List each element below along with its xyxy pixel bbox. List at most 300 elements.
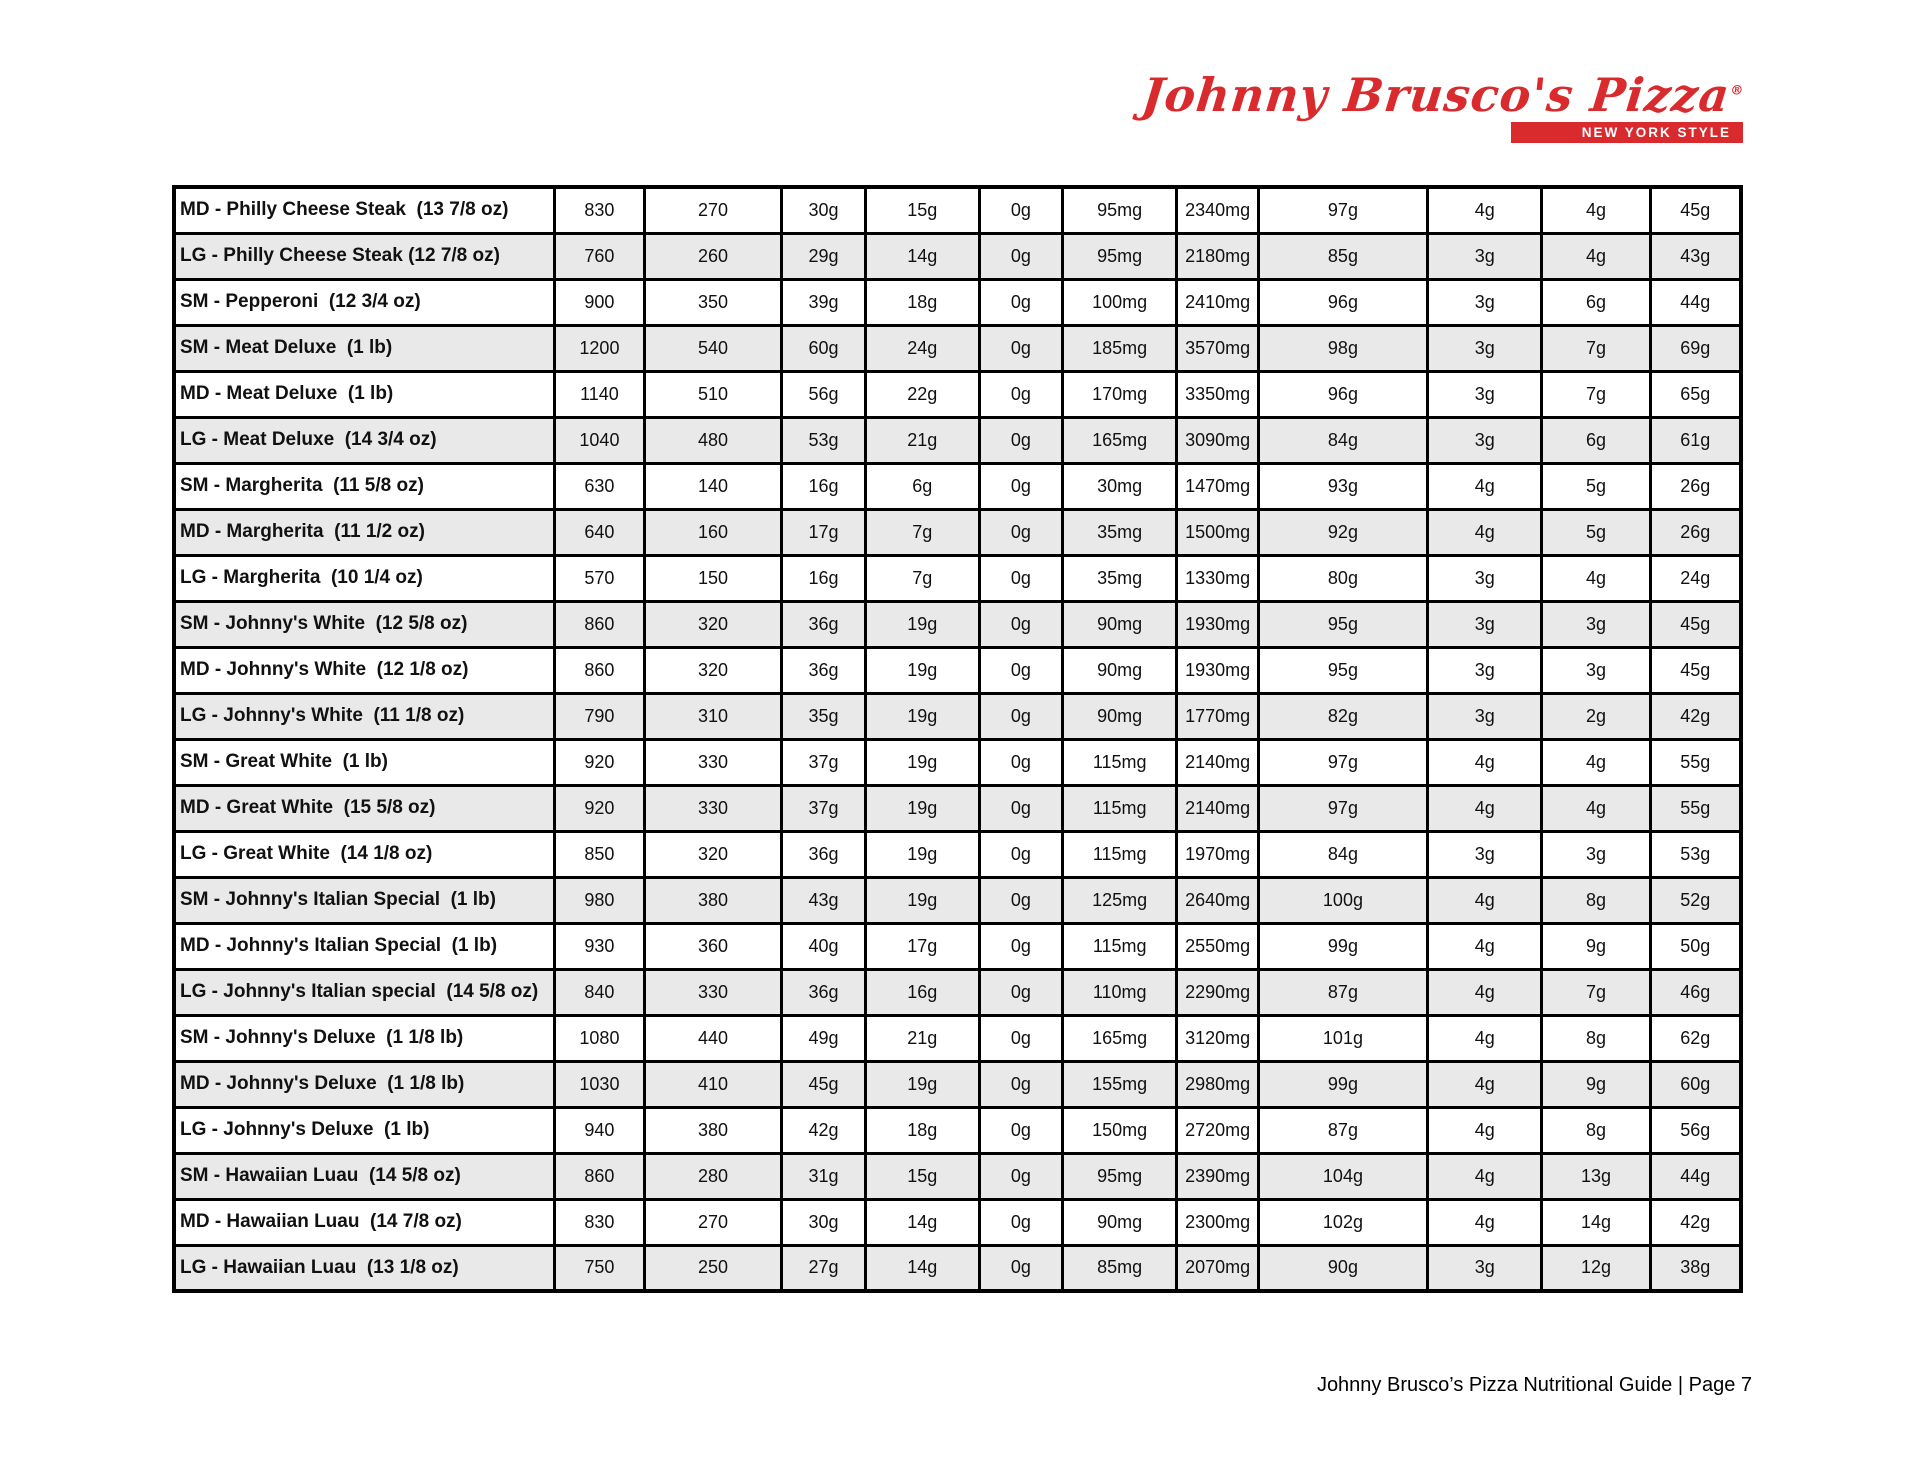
value-cell: 38g bbox=[1650, 1245, 1741, 1291]
table-row bbox=[174, 509, 1741, 555]
value-cell: 2180mg bbox=[1177, 233, 1258, 279]
value-cell: 0g bbox=[979, 923, 1062, 969]
value-cell: 5g bbox=[1542, 463, 1650, 509]
value-cell: 510 bbox=[644, 371, 782, 417]
value-cell: 840 bbox=[555, 969, 644, 1015]
value-cell: 12g bbox=[1542, 1245, 1650, 1291]
value-cell: 540 bbox=[644, 325, 782, 371]
value-cell: 4g bbox=[1428, 877, 1542, 923]
value-cell: 30mg bbox=[1062, 463, 1176, 509]
value-cell: 280 bbox=[644, 1153, 782, 1199]
value-cell: 15g bbox=[865, 187, 979, 233]
brand-name-text: Johnny Brusco's Pizza bbox=[1139, 68, 1733, 122]
value-cell: 2g bbox=[1542, 693, 1650, 739]
value-cell: 1770mg bbox=[1177, 693, 1258, 739]
table-row bbox=[174, 417, 1741, 463]
value-cell: 860 bbox=[555, 601, 644, 647]
value-cell: 55g bbox=[1650, 739, 1741, 785]
value-cell: 8g bbox=[1542, 1015, 1650, 1061]
brand-logo bbox=[1139, 68, 1745, 143]
value-cell: 3350mg bbox=[1177, 371, 1258, 417]
item-name-cell: LG - Johnny's Italian special (14 5/8 oz) bbox=[174, 969, 555, 1015]
table-row bbox=[174, 739, 1741, 785]
value-cell: 0g bbox=[979, 279, 1062, 325]
value-cell: 84g bbox=[1258, 417, 1427, 463]
value-cell: 85mg bbox=[1062, 1245, 1176, 1291]
value-cell: 3g bbox=[1428, 279, 1542, 325]
value-cell: 87g bbox=[1258, 969, 1427, 1015]
value-cell: 360 bbox=[644, 923, 782, 969]
value-cell: 27g bbox=[782, 1245, 865, 1291]
value-cell: 5g bbox=[1542, 509, 1650, 555]
value-cell: 0g bbox=[979, 233, 1062, 279]
value-cell: 36g bbox=[782, 969, 865, 1015]
value-cell: 80g bbox=[1258, 555, 1427, 601]
value-cell: 410 bbox=[644, 1061, 782, 1107]
value-cell: 790 bbox=[555, 693, 644, 739]
value-cell: 3g bbox=[1428, 601, 1542, 647]
value-cell: 4g bbox=[1542, 233, 1650, 279]
value-cell: 155mg bbox=[1062, 1061, 1176, 1107]
value-cell: 19g bbox=[865, 785, 979, 831]
value-cell: 18g bbox=[865, 279, 979, 325]
value-cell: 2290mg bbox=[1177, 969, 1258, 1015]
table-row bbox=[174, 693, 1741, 739]
value-cell: 18g bbox=[865, 1107, 979, 1153]
item-name-cell: MD - Hawaiian Luau (14 7/8 oz) bbox=[174, 1199, 555, 1245]
value-cell: 4g bbox=[1428, 785, 1542, 831]
value-cell: 7g bbox=[1542, 371, 1650, 417]
value-cell: 102g bbox=[1258, 1199, 1427, 1245]
value-cell: 30g bbox=[782, 187, 865, 233]
value-cell: 24g bbox=[1650, 555, 1741, 601]
value-cell: 31g bbox=[782, 1153, 865, 1199]
item-name-cell: LG - Johnny's White (11 1/8 oz) bbox=[174, 693, 555, 739]
value-cell: 940 bbox=[555, 1107, 644, 1153]
value-cell: 170mg bbox=[1062, 371, 1176, 417]
value-cell: 17g bbox=[865, 923, 979, 969]
value-cell: 630 bbox=[555, 463, 644, 509]
value-cell: 3090mg bbox=[1177, 417, 1258, 463]
value-cell: 2340mg bbox=[1177, 187, 1258, 233]
value-cell: 42g bbox=[1650, 1199, 1741, 1245]
value-cell: 0g bbox=[979, 555, 1062, 601]
value-cell: 0g bbox=[979, 1245, 1062, 1291]
item-name-cell: SM - Hawaiian Luau (14 5/8 oz) bbox=[174, 1153, 555, 1199]
value-cell: 830 bbox=[555, 187, 644, 233]
table-row bbox=[174, 1061, 1741, 1107]
value-cell: 84g bbox=[1258, 831, 1427, 877]
value-cell: 2410mg bbox=[1177, 279, 1258, 325]
value-cell: 2550mg bbox=[1177, 923, 1258, 969]
item-name-cell: SM - Johnny's Deluxe (1 1/8 lb) bbox=[174, 1015, 555, 1061]
value-cell: 60g bbox=[1650, 1061, 1741, 1107]
value-cell: 140 bbox=[644, 463, 782, 509]
table-row bbox=[174, 601, 1741, 647]
value-cell: 0g bbox=[979, 187, 1062, 233]
value-cell: 930 bbox=[555, 923, 644, 969]
value-cell: 125mg bbox=[1062, 877, 1176, 923]
value-cell: 1470mg bbox=[1177, 463, 1258, 509]
value-cell: 760 bbox=[555, 233, 644, 279]
value-cell: 920 bbox=[555, 739, 644, 785]
value-cell: 4g bbox=[1542, 187, 1650, 233]
value-cell: 24g bbox=[865, 325, 979, 371]
value-cell: 1080 bbox=[555, 1015, 644, 1061]
item-name-cell: LG - Hawaiian Luau (13 1/8 oz) bbox=[174, 1245, 555, 1291]
table-row bbox=[174, 877, 1741, 923]
table-row bbox=[174, 463, 1741, 509]
registered-trademark: ® bbox=[1729, 83, 1745, 99]
value-cell: 53g bbox=[782, 417, 865, 463]
value-cell: 0g bbox=[979, 463, 1062, 509]
value-cell: 4g bbox=[1428, 463, 1542, 509]
value-cell: 95mg bbox=[1062, 187, 1176, 233]
value-cell: 100mg bbox=[1062, 279, 1176, 325]
value-cell: 19g bbox=[865, 739, 979, 785]
value-cell: 0g bbox=[979, 831, 1062, 877]
value-cell: 4g bbox=[1428, 739, 1542, 785]
value-cell: 22g bbox=[865, 371, 979, 417]
value-cell: 82g bbox=[1258, 693, 1427, 739]
nutrition-table-body bbox=[174, 187, 1741, 1291]
value-cell: 7g bbox=[865, 555, 979, 601]
value-cell: 97g bbox=[1258, 785, 1427, 831]
value-cell: 1970mg bbox=[1177, 831, 1258, 877]
table-row bbox=[174, 785, 1741, 831]
value-cell: 95g bbox=[1258, 601, 1427, 647]
item-name-cell: SM - Johnny's White (12 5/8 oz) bbox=[174, 601, 555, 647]
value-cell: 99g bbox=[1258, 1061, 1427, 1107]
table-row bbox=[174, 923, 1741, 969]
value-cell: 250 bbox=[644, 1245, 782, 1291]
value-cell: 4g bbox=[1428, 509, 1542, 555]
value-cell: 49g bbox=[782, 1015, 865, 1061]
value-cell: 45g bbox=[1650, 647, 1741, 693]
value-cell: 185mg bbox=[1062, 325, 1176, 371]
value-cell: 19g bbox=[865, 601, 979, 647]
value-cell: 40g bbox=[782, 923, 865, 969]
value-cell: 115mg bbox=[1062, 739, 1176, 785]
value-cell: 150 bbox=[644, 555, 782, 601]
value-cell: 14g bbox=[1542, 1199, 1650, 1245]
value-cell: 330 bbox=[644, 785, 782, 831]
value-cell: 0g bbox=[979, 325, 1062, 371]
value-cell: 36g bbox=[782, 831, 865, 877]
value-cell: 26g bbox=[1650, 509, 1741, 555]
brand-tagline: NEW YORK STYLE bbox=[1511, 122, 1743, 143]
value-cell: 9g bbox=[1542, 923, 1650, 969]
item-name-cell: MD - Great White (15 5/8 oz) bbox=[174, 785, 555, 831]
nutrition-table bbox=[172, 185, 1743, 1293]
value-cell: 44g bbox=[1650, 279, 1741, 325]
value-cell: 1330mg bbox=[1177, 555, 1258, 601]
value-cell: 6g bbox=[1542, 279, 1650, 325]
value-cell: 19g bbox=[865, 1061, 979, 1107]
table-row bbox=[174, 1245, 1741, 1291]
value-cell: 320 bbox=[644, 831, 782, 877]
value-cell: 270 bbox=[644, 187, 782, 233]
table-row bbox=[174, 647, 1741, 693]
value-cell: 830 bbox=[555, 1199, 644, 1245]
value-cell: 16g bbox=[782, 463, 865, 509]
value-cell: 43g bbox=[1650, 233, 1741, 279]
value-cell: 45g bbox=[1650, 187, 1741, 233]
value-cell: 14g bbox=[865, 1245, 979, 1291]
value-cell: 21g bbox=[865, 1015, 979, 1061]
page-footer: Johnny Brusco’s Pizza Nutritional Guide | Page 7 bbox=[1316, 1374, 1752, 1396]
value-cell: 85g bbox=[1258, 233, 1427, 279]
value-cell: 92g bbox=[1258, 509, 1427, 555]
item-name-cell: MD - Johnny's White (12 1/8 oz) bbox=[174, 647, 555, 693]
value-cell: 69g bbox=[1650, 325, 1741, 371]
value-cell: 93g bbox=[1258, 463, 1427, 509]
value-cell: 2300mg bbox=[1177, 1199, 1258, 1245]
item-name-cell: LG - Johnny's Deluxe (1 lb) bbox=[174, 1107, 555, 1153]
value-cell: 750 bbox=[555, 1245, 644, 1291]
value-cell: 45g bbox=[782, 1061, 865, 1107]
value-cell: 7g bbox=[865, 509, 979, 555]
value-cell: 95mg bbox=[1062, 1153, 1176, 1199]
value-cell: 440 bbox=[644, 1015, 782, 1061]
value-cell: 1500mg bbox=[1177, 509, 1258, 555]
item-name-cell: SM - Johnny's Italian Special (1 lb) bbox=[174, 877, 555, 923]
value-cell: 3g bbox=[1428, 233, 1542, 279]
item-name-cell: MD - Philly Cheese Steak (13 7/8 oz) bbox=[174, 187, 555, 233]
value-cell: 3g bbox=[1428, 417, 1542, 463]
value-cell: 45g bbox=[1650, 601, 1741, 647]
value-cell: 90mg bbox=[1062, 693, 1176, 739]
value-cell: 43g bbox=[782, 877, 865, 923]
value-cell: 29g bbox=[782, 233, 865, 279]
value-cell: 46g bbox=[1650, 969, 1741, 1015]
value-cell: 13g bbox=[1542, 1153, 1650, 1199]
value-cell: 310 bbox=[644, 693, 782, 739]
table-row bbox=[174, 325, 1741, 371]
item-name-cell: SM - Meat Deluxe (1 lb) bbox=[174, 325, 555, 371]
table-row bbox=[174, 969, 1741, 1015]
value-cell: 15g bbox=[865, 1153, 979, 1199]
value-cell: 2140mg bbox=[1177, 785, 1258, 831]
value-cell: 4g bbox=[1428, 1061, 1542, 1107]
value-cell: 90mg bbox=[1062, 1199, 1176, 1245]
value-cell: 90mg bbox=[1062, 647, 1176, 693]
item-name-cell: LG - Margherita (10 1/4 oz) bbox=[174, 555, 555, 601]
value-cell: 101g bbox=[1258, 1015, 1427, 1061]
value-cell: 320 bbox=[644, 647, 782, 693]
value-cell: 920 bbox=[555, 785, 644, 831]
value-cell: 860 bbox=[555, 1153, 644, 1199]
value-cell: 860 bbox=[555, 647, 644, 693]
item-name-cell: LG - Great White (14 1/8 oz) bbox=[174, 831, 555, 877]
value-cell: 0g bbox=[979, 785, 1062, 831]
value-cell: 37g bbox=[782, 739, 865, 785]
value-cell: 95mg bbox=[1062, 233, 1176, 279]
value-cell: 3g bbox=[1428, 693, 1542, 739]
value-cell: 44g bbox=[1650, 1153, 1741, 1199]
value-cell: 1930mg bbox=[1177, 647, 1258, 693]
value-cell: 8g bbox=[1542, 877, 1650, 923]
value-cell: 6g bbox=[1542, 417, 1650, 463]
value-cell: 3g bbox=[1428, 555, 1542, 601]
value-cell: 3g bbox=[1428, 1245, 1542, 1291]
value-cell: 900 bbox=[555, 279, 644, 325]
value-cell: 110mg bbox=[1062, 969, 1176, 1015]
value-cell: 30g bbox=[782, 1199, 865, 1245]
item-name-cell: MD - Meat Deluxe (1 lb) bbox=[174, 371, 555, 417]
value-cell: 1040 bbox=[555, 417, 644, 463]
value-cell: 65g bbox=[1650, 371, 1741, 417]
value-cell: 260 bbox=[644, 233, 782, 279]
value-cell: 2140mg bbox=[1177, 739, 1258, 785]
value-cell: 0g bbox=[979, 693, 1062, 739]
value-cell: 19g bbox=[865, 831, 979, 877]
brand-name bbox=[1139, 68, 1746, 122]
value-cell: 19g bbox=[865, 647, 979, 693]
value-cell: 0g bbox=[979, 1153, 1062, 1199]
item-name-cell: MD - Margherita (11 1/2 oz) bbox=[174, 509, 555, 555]
value-cell: 7g bbox=[1542, 969, 1650, 1015]
item-name-cell: LG - Meat Deluxe (14 3/4 oz) bbox=[174, 417, 555, 463]
value-cell: 99g bbox=[1258, 923, 1427, 969]
value-cell: 17g bbox=[782, 509, 865, 555]
value-cell: 39g bbox=[782, 279, 865, 325]
value-cell: 87g bbox=[1258, 1107, 1427, 1153]
value-cell: 42g bbox=[1650, 693, 1741, 739]
value-cell: 150mg bbox=[1062, 1107, 1176, 1153]
value-cell: 2390mg bbox=[1177, 1153, 1258, 1199]
value-cell: 0g bbox=[979, 509, 1062, 555]
value-cell: 850 bbox=[555, 831, 644, 877]
value-cell: 2980mg bbox=[1177, 1061, 1258, 1107]
value-cell: 480 bbox=[644, 417, 782, 463]
value-cell: 6g bbox=[865, 463, 979, 509]
value-cell: 640 bbox=[555, 509, 644, 555]
value-cell: 16g bbox=[782, 555, 865, 601]
value-cell: 19g bbox=[865, 877, 979, 923]
value-cell: 4g bbox=[1428, 1199, 1542, 1245]
value-cell: 4g bbox=[1542, 555, 1650, 601]
value-cell: 1930mg bbox=[1177, 601, 1258, 647]
value-cell: 0g bbox=[979, 969, 1062, 1015]
value-cell: 50g bbox=[1650, 923, 1741, 969]
value-cell: 4g bbox=[1428, 1107, 1542, 1153]
value-cell: 56g bbox=[782, 371, 865, 417]
value-cell: 3g bbox=[1428, 831, 1542, 877]
value-cell: 35mg bbox=[1062, 509, 1176, 555]
value-cell: 270 bbox=[644, 1199, 782, 1245]
value-cell: 60g bbox=[782, 325, 865, 371]
table-row bbox=[174, 555, 1741, 601]
value-cell: 9g bbox=[1542, 1061, 1650, 1107]
value-cell: 2720mg bbox=[1177, 1107, 1258, 1153]
value-cell: 320 bbox=[644, 601, 782, 647]
value-cell: 35mg bbox=[1062, 555, 1176, 601]
value-cell: 37g bbox=[782, 785, 865, 831]
value-cell: 4g bbox=[1428, 1153, 1542, 1199]
item-name-cell: LG - Philly Cheese Steak (12 7/8 oz) bbox=[174, 233, 555, 279]
value-cell: 115mg bbox=[1062, 923, 1176, 969]
table-row bbox=[174, 279, 1741, 325]
table-row bbox=[174, 187, 1741, 233]
value-cell: 570 bbox=[555, 555, 644, 601]
value-cell: 16g bbox=[865, 969, 979, 1015]
table-row bbox=[174, 831, 1741, 877]
value-cell: 1200 bbox=[555, 325, 644, 371]
value-cell: 61g bbox=[1650, 417, 1741, 463]
value-cell: 380 bbox=[644, 877, 782, 923]
value-cell: 4g bbox=[1428, 923, 1542, 969]
value-cell: 0g bbox=[979, 601, 1062, 647]
table-row bbox=[174, 1199, 1741, 1245]
value-cell: 4g bbox=[1542, 785, 1650, 831]
value-cell: 1030 bbox=[555, 1061, 644, 1107]
value-cell: 62g bbox=[1650, 1015, 1741, 1061]
value-cell: 97g bbox=[1258, 187, 1427, 233]
value-cell: 4g bbox=[1428, 969, 1542, 1015]
value-cell: 3g bbox=[1542, 831, 1650, 877]
value-cell: 95g bbox=[1258, 647, 1427, 693]
value-cell: 115mg bbox=[1062, 831, 1176, 877]
value-cell: 19g bbox=[865, 693, 979, 739]
table-row bbox=[174, 1107, 1741, 1153]
value-cell: 3g bbox=[1428, 371, 1542, 417]
value-cell: 4g bbox=[1542, 739, 1650, 785]
value-cell: 52g bbox=[1650, 877, 1741, 923]
value-cell: 4g bbox=[1428, 187, 1542, 233]
value-cell: 3g bbox=[1428, 325, 1542, 371]
value-cell: 330 bbox=[644, 739, 782, 785]
value-cell: 36g bbox=[782, 647, 865, 693]
value-cell: 0g bbox=[979, 417, 1062, 463]
value-cell: 96g bbox=[1258, 371, 1427, 417]
value-cell: 0g bbox=[979, 739, 1062, 785]
value-cell: 97g bbox=[1258, 739, 1427, 785]
value-cell: 36g bbox=[782, 601, 865, 647]
table-row bbox=[174, 371, 1741, 417]
value-cell: 35g bbox=[782, 693, 865, 739]
value-cell: 0g bbox=[979, 877, 1062, 923]
value-cell: 90g bbox=[1258, 1245, 1427, 1291]
item-name-cell: SM - Pepperoni (12 3/4 oz) bbox=[174, 279, 555, 325]
item-name-cell: SM - Great White (1 lb) bbox=[174, 739, 555, 785]
value-cell: 90mg bbox=[1062, 601, 1176, 647]
table-row bbox=[174, 1153, 1741, 1199]
value-cell: 4g bbox=[1428, 1015, 1542, 1061]
value-cell: 165mg bbox=[1062, 1015, 1176, 1061]
value-cell: 0g bbox=[979, 647, 1062, 693]
value-cell: 3g bbox=[1542, 647, 1650, 693]
value-cell: 53g bbox=[1650, 831, 1741, 877]
value-cell: 0g bbox=[979, 371, 1062, 417]
value-cell: 56g bbox=[1650, 1107, 1741, 1153]
value-cell: 380 bbox=[644, 1107, 782, 1153]
value-cell: 0g bbox=[979, 1015, 1062, 1061]
value-cell: 115mg bbox=[1062, 785, 1176, 831]
value-cell: 0g bbox=[979, 1199, 1062, 1245]
value-cell: 3g bbox=[1428, 647, 1542, 693]
value-cell: 165mg bbox=[1062, 417, 1176, 463]
table-row bbox=[174, 1015, 1741, 1061]
table-row bbox=[174, 233, 1741, 279]
value-cell: 21g bbox=[865, 417, 979, 463]
value-cell: 330 bbox=[644, 969, 782, 1015]
value-cell: 350 bbox=[644, 279, 782, 325]
value-cell: 100g bbox=[1258, 877, 1427, 923]
value-cell: 96g bbox=[1258, 279, 1427, 325]
value-cell: 8g bbox=[1542, 1107, 1650, 1153]
value-cell: 2640mg bbox=[1177, 877, 1258, 923]
